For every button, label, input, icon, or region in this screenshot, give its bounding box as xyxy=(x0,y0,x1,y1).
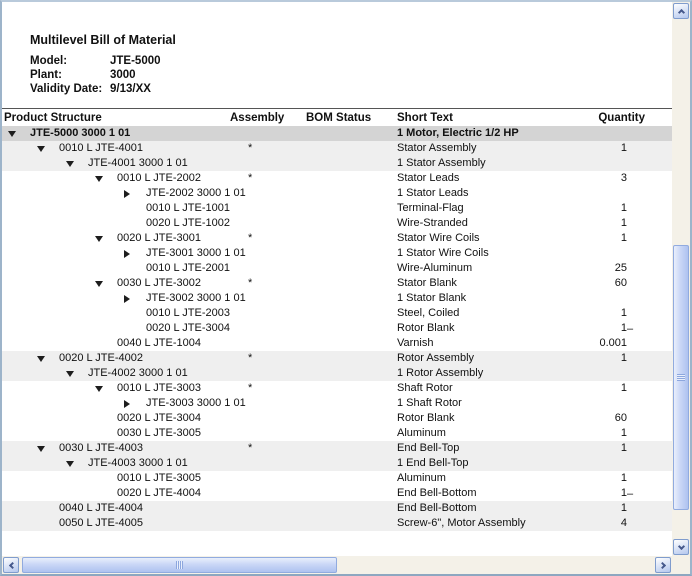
table-row xyxy=(2,306,672,321)
quantity-cell: 60 xyxy=(614,412,627,424)
short-text-cell: 1 End Bell-Top xyxy=(397,457,469,469)
quantity-cell: 1 xyxy=(620,427,627,439)
quantity-cell: 1 xyxy=(620,352,627,364)
table-row xyxy=(2,351,672,366)
product-structure-cell: 0020 L JTE-1002 xyxy=(146,217,230,229)
table-row xyxy=(2,246,672,261)
table-row xyxy=(2,201,672,216)
short-text-cell: End Bell-Bottom xyxy=(397,502,477,514)
table-row xyxy=(2,426,672,441)
short-text-cell: End Bell-Bottom xyxy=(397,487,477,499)
triangle-right-icon[interactable] xyxy=(124,400,130,408)
scroll-down-button[interactable] xyxy=(673,539,689,555)
quantity-cell: 25 xyxy=(614,262,627,274)
table-body xyxy=(2,126,672,531)
table-row xyxy=(2,291,672,306)
assembly-indicator: * xyxy=(248,382,253,394)
table-row xyxy=(2,321,672,336)
short-text-cell: Rotor Assembly xyxy=(397,352,475,364)
assembly-indicator: * xyxy=(248,142,253,154)
quantity-cell: 1 xyxy=(620,472,627,484)
triangle-down-icon[interactable] xyxy=(66,371,74,377)
short-text-cell: 1 Stator Leads xyxy=(397,187,469,199)
vertical-scroll-thumb[interactable] xyxy=(673,245,689,510)
short-text-cell: Varnish xyxy=(397,337,434,349)
vertical-scrollbar[interactable] xyxy=(672,2,690,556)
short-text-cell: 1 Shaft Rotor xyxy=(397,397,462,409)
chevron-up-icon xyxy=(677,9,684,16)
short-text-cell: Steel, Coiled xyxy=(397,307,460,319)
short-text-cell: Stator Assembly xyxy=(397,142,477,154)
model-value: JTE-5000 xyxy=(110,55,161,67)
table-row xyxy=(2,186,672,201)
scroll-left-button[interactable] xyxy=(3,557,19,573)
negative-quantity-sign: – xyxy=(627,323,634,335)
quantity-cell: 3 xyxy=(620,172,627,184)
quantity-cell: 1 xyxy=(620,217,627,229)
short-text-cell: Stator Leads xyxy=(397,172,460,184)
chevron-down-icon xyxy=(677,542,684,549)
table-row xyxy=(2,156,672,171)
product-structure-cell: 0010 L JTE-2001 xyxy=(146,262,230,274)
product-structure-cell: 0020 L JTE-3004 xyxy=(146,322,230,334)
table-row xyxy=(2,456,672,471)
quantity-cell: 1 – xyxy=(620,322,634,335)
table-row xyxy=(2,381,672,396)
plant-value: 3000 xyxy=(110,69,136,81)
quantity-cell: 1 xyxy=(620,232,627,244)
scroll-up-button[interactable] xyxy=(673,3,689,19)
negative-quantity-sign: – xyxy=(627,488,634,500)
table-row xyxy=(2,471,672,486)
column-header-bom-status: BOM Status xyxy=(306,112,372,124)
column-header-short-text: Short Text xyxy=(397,112,454,124)
table-row xyxy=(2,366,672,381)
triangle-down-icon[interactable] xyxy=(66,461,74,467)
triangle-down-icon[interactable] xyxy=(95,386,103,392)
quantity-cell: 60 xyxy=(614,277,627,289)
product-structure-cell: 0040 L JTE-1004 xyxy=(117,337,201,349)
bom-report-content xyxy=(2,2,690,574)
column-header-product-structure: Product Structure xyxy=(4,112,102,124)
horizontal-scroll-thumb[interactable] xyxy=(22,557,337,573)
short-text-cell: Terminal-Flag xyxy=(397,202,464,214)
assembly-indicator: * xyxy=(248,442,253,454)
page-title: Multilevel Bill of Material xyxy=(30,33,176,47)
short-text-cell: Stator Blank xyxy=(397,277,457,289)
short-text-cell: Screw-6", Motor Assembly xyxy=(397,517,526,529)
quantity-cell: 1 xyxy=(620,382,627,394)
product-structure-cell: 0010 L JTE-3003 xyxy=(117,382,201,394)
meta-row-model xyxy=(30,54,161,68)
product-structure-cell: 0040 L JTE-4004 xyxy=(59,502,143,514)
short-text-cell: Wire-Stranded xyxy=(397,217,468,229)
short-text-cell: Stator Wire Coils xyxy=(397,232,480,244)
product-structure-cell: 0010 L JTE-3005 xyxy=(117,472,201,484)
short-text-cell: 1 Stator Blank xyxy=(397,292,467,304)
table-header xyxy=(2,108,672,126)
triangle-down-icon[interactable] xyxy=(37,446,45,452)
doc-meta xyxy=(30,54,161,96)
short-text-cell: Shaft Rotor xyxy=(397,382,453,394)
short-text-cell: Aluminum xyxy=(397,427,446,439)
product-structure-cell: JTE-4003 3000 1 01 xyxy=(88,457,188,469)
product-structure-cell: 0020 L JTE-4004 xyxy=(117,487,201,499)
quantity-cell: 1 xyxy=(620,442,627,454)
table-row xyxy=(2,171,672,186)
table-row xyxy=(2,441,672,456)
short-text-cell: 1 Stator Wire Coils xyxy=(397,247,489,259)
horizontal-scrollbar[interactable] xyxy=(2,556,672,574)
product-structure-cell: JTE-4002 3000 1 01 xyxy=(88,367,188,379)
short-text-cell: Aluminum xyxy=(397,472,446,484)
table-row xyxy=(2,216,672,231)
model-label: Model: xyxy=(30,55,68,67)
table-row xyxy=(2,501,672,516)
short-text-cell: 1 Motor, Electric 1/2 HP xyxy=(397,127,519,139)
table-row xyxy=(2,396,672,411)
product-structure-cell: 0050 L JTE-4005 xyxy=(59,517,143,529)
triangle-down-icon[interactable] xyxy=(66,161,74,167)
triangle-right-icon[interactable] xyxy=(124,295,130,303)
triangle-right-icon[interactable] xyxy=(124,250,130,258)
product-structure-cell: JTE-3002 3000 1 01 xyxy=(146,292,246,304)
product-structure-cell: JTE-3001 3000 1 01 xyxy=(146,247,246,259)
triangle-right-icon[interactable] xyxy=(124,190,130,198)
table-row xyxy=(2,411,672,426)
product-structure-cell: JTE-3003 3000 1 01 xyxy=(146,397,246,409)
short-text-cell: Wire-Aluminum xyxy=(397,262,473,274)
product-structure-cell: 0020 L JTE-3001 xyxy=(117,232,201,244)
plant-label: Plant: xyxy=(30,69,62,81)
product-structure-cell: 0030 L JTE-4003 xyxy=(59,442,143,454)
product-structure-cell: 0010 L JTE-2003 xyxy=(146,307,230,319)
chevron-right-icon xyxy=(658,561,665,568)
meta-row-plant xyxy=(30,68,161,82)
quantity-cell: 1 xyxy=(620,142,627,154)
triangle-down-icon[interactable] xyxy=(37,356,45,362)
product-structure-cell: 0010 L JTE-2002 xyxy=(117,172,201,184)
short-text-cell: End Bell-Top xyxy=(397,442,460,454)
scroll-right-button[interactable] xyxy=(655,557,671,573)
scrollbar-corner xyxy=(672,556,690,574)
assembly-indicator: * xyxy=(248,352,253,364)
table-row xyxy=(2,276,672,291)
product-structure-cell: 0010 L JTE-1001 xyxy=(146,202,230,214)
assembly-indicator: * xyxy=(248,172,253,184)
assembly-indicator: * xyxy=(248,277,253,289)
quantity-cell: 0.001 xyxy=(599,337,627,349)
column-header-quantity: Quantity xyxy=(598,112,645,124)
short-text-cell: Rotor Blank xyxy=(397,412,455,424)
column-header-assembly: Assembly xyxy=(230,112,285,124)
table-row xyxy=(2,141,672,156)
table-row xyxy=(2,261,672,276)
table-row xyxy=(2,516,672,531)
triangle-down-icon[interactable] xyxy=(37,146,45,152)
product-structure-cell: JTE-5000 3000 1 01 xyxy=(30,127,131,139)
product-structure-cell: JTE-4001 3000 1 01 xyxy=(88,157,188,169)
triangle-down-icon[interactable] xyxy=(8,131,16,137)
product-structure-cell: JTE-2002 3000 1 01 xyxy=(146,187,246,199)
validity-date-value: 9/13/XX xyxy=(110,83,151,95)
product-structure-cell: 0020 L JTE-3004 xyxy=(117,412,201,424)
validity-date-label: Validity Date: xyxy=(30,83,103,95)
table-row xyxy=(2,126,672,141)
triangle-down-icon[interactable] xyxy=(95,236,103,242)
quantity-cell: 1 – xyxy=(620,487,634,500)
product-structure-cell: 0030 L JTE-3005 xyxy=(117,427,201,439)
short-text-cell: 1 Stator Assembly xyxy=(397,157,486,169)
meta-row-validity-date xyxy=(30,82,161,96)
table-row xyxy=(2,486,672,501)
product-structure-cell: 0010 L JTE-4001 xyxy=(59,142,143,154)
quantity-cell: 4 xyxy=(620,517,627,529)
chevron-left-icon xyxy=(8,561,15,568)
triangle-down-icon[interactable] xyxy=(95,281,103,287)
assembly-indicator: * xyxy=(248,232,253,244)
triangle-down-icon[interactable] xyxy=(95,176,103,182)
short-text-cell: Rotor Blank xyxy=(397,322,455,334)
quantity-cell: 1 xyxy=(620,502,627,514)
table-row xyxy=(2,336,672,351)
quantity-cell: 1 xyxy=(620,307,627,319)
quantity-cell: 1 xyxy=(620,202,627,214)
short-text-cell: 1 Rotor Assembly xyxy=(397,367,484,379)
product-structure-cell: 0030 L JTE-3002 xyxy=(117,277,201,289)
table-row xyxy=(2,231,672,246)
product-structure-cell: 0020 L JTE-4002 xyxy=(59,352,143,364)
